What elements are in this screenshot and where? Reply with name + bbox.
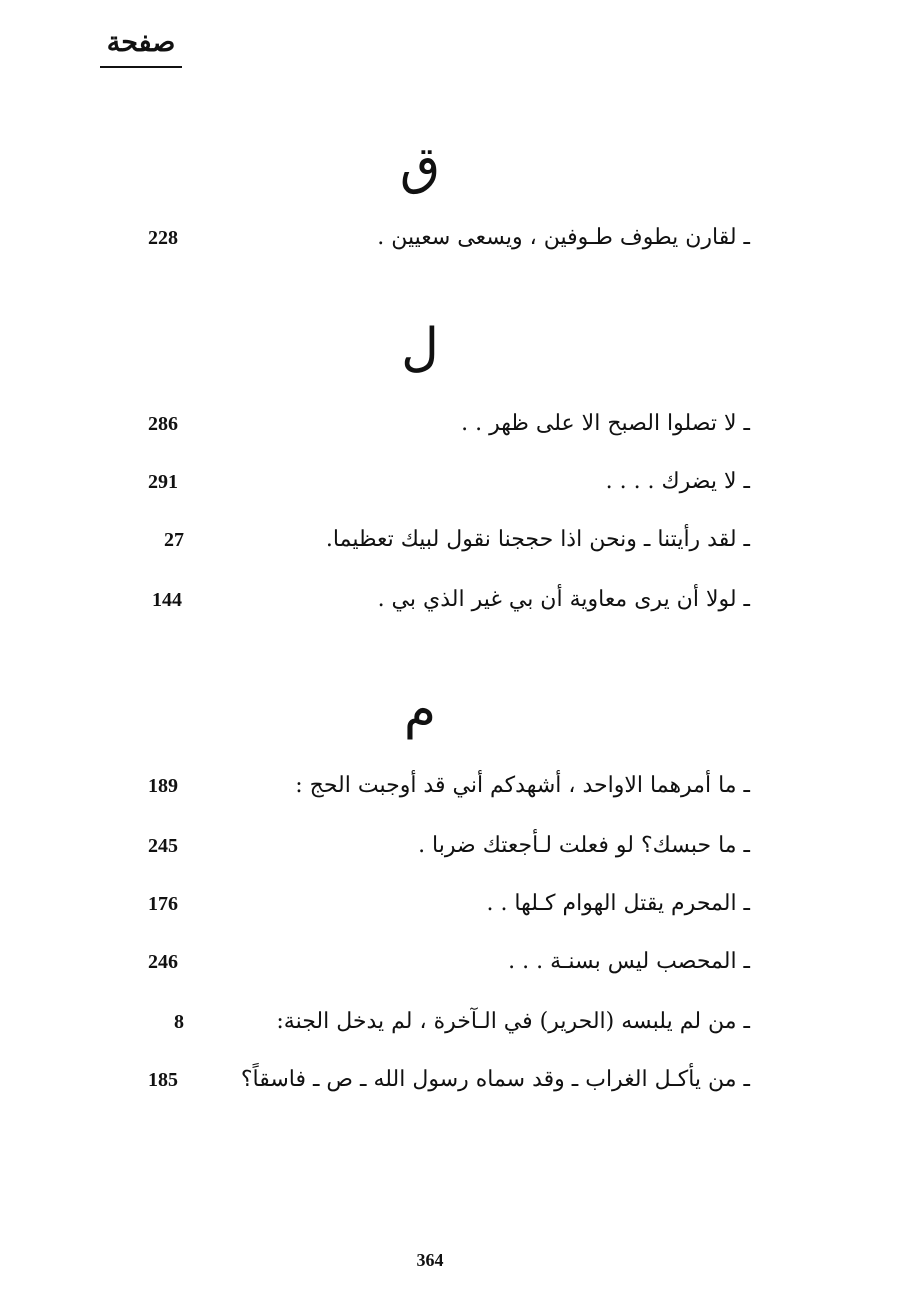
- entry-text: ـ من يأكـل الغراب ـ وقد سماه رسول الله ـ ص ـ فاسقاً؟: [240, 1067, 750, 1092]
- section-letter-qaf: ق: [399, 136, 441, 196]
- index-entry: [140, 1002, 750, 1042]
- index-entry: [140, 942, 750, 982]
- section-letter-lam: ل: [401, 318, 439, 378]
- entry-page-number: 286: [148, 413, 178, 435]
- section-letter-mim: م: [403, 680, 437, 740]
- entry-text: ـ لا تصلوا الصبح الا على ظهر . .: [461, 411, 750, 436]
- index-entry: [140, 826, 750, 866]
- index-entry: [140, 462, 750, 502]
- index-entry: [140, 580, 750, 620]
- entry-text: ـ لقد رأيتنا ـ ونحن اذا حججنا نقول لبيك تعظيما.: [325, 527, 750, 552]
- entry-page-number: 144: [152, 589, 182, 611]
- entry-page-number: 228: [148, 227, 178, 249]
- entry-text: ـ ما أمرهما الاواحد ، أشهدكم أني قد أوجبت الحج :: [295, 773, 750, 798]
- header-underline: [100, 66, 182, 68]
- entry-page-number: 246: [148, 951, 178, 973]
- entry-page-number: 176: [148, 893, 178, 915]
- entry-text: ـ لا يضرك . . . .: [605, 469, 750, 494]
- entry-page-number: 8: [174, 1011, 184, 1033]
- entry-page-number: 27: [164, 529, 184, 551]
- index-entry: [140, 520, 750, 560]
- entry-text: ـ لولا أن يرى معاوية أن بي غير الذي بي .: [377, 587, 750, 612]
- index-entry: [140, 884, 750, 924]
- index-entry: [140, 1060, 750, 1100]
- entry-text: ـ المحصب ليس بسنـة . . .: [508, 949, 750, 974]
- entry-page-number: 185: [148, 1069, 178, 1091]
- entry-text: ـ لقارن يطوف طـوفين ، ويسعى سعيين .: [377, 225, 750, 250]
- entry-text: ـ من لم يلبسه (الحرير) في الـآخرة ، لم يدخل الجنة:: [276, 1009, 750, 1034]
- index-entry: [140, 218, 750, 258]
- entry-page-number: 189: [148, 775, 178, 797]
- entry-page-number: 291: [148, 471, 178, 493]
- entry-page-number: 245: [148, 835, 178, 857]
- index-entry: [140, 404, 750, 444]
- entry-text: ـ المحرم يقتل الهوام كـلها . .: [486, 891, 750, 916]
- entry-text: ـ ما حبسك؟ لو فعلت لـأجعتك ضربا .: [418, 833, 750, 858]
- index-entry: [140, 766, 750, 806]
- page-number: 364: [416, 1250, 444, 1270]
- header-label: صفحة: [106, 27, 176, 58]
